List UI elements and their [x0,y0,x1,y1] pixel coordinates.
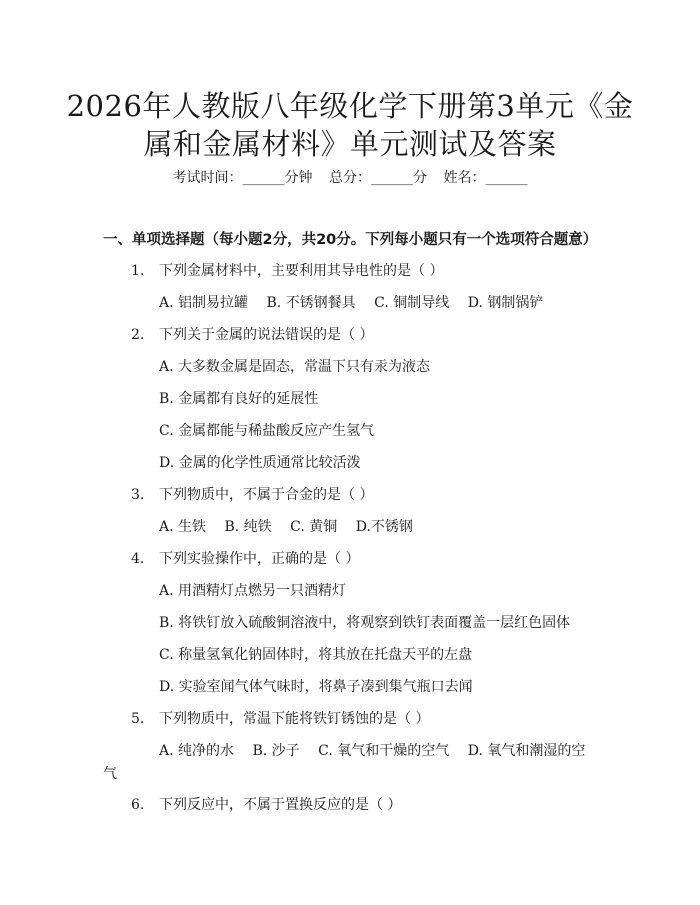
question-number: 4. [131,551,145,567]
option: A. 用酒精灯点燃另一只酒精灯 [159,583,347,599]
section-heading: 一、单项选择题（每小题2分，共20分。下列每小题只有一个选项符合题意） [103,232,598,248]
option: D. 实验室闻气体气味时，将鼻子凑到集气瓶口去闻 [159,679,473,695]
option: C. 铜制导线 [374,295,450,311]
option: A. 铝制易拉罐 [159,295,249,311]
option: D. 金属的化学性质通常比较活泼 [159,455,361,471]
option: C. 黄铜 [290,519,338,535]
page-title-line1: 2026年人教版八年级化学下册第3单元《金 [66,89,634,123]
page-title-line2: 属和金属材料》单元测试及答案 [143,127,557,161]
option: D. 钢制锅铲 [467,295,544,311]
question-3-options [159,517,427,537]
question-text: 下列金属材料中，主要利用其导电性的是（ ） [159,263,444,279]
option: D.不锈钢 [355,519,413,535]
question-1-options [159,293,557,313]
option: B. 不锈钢餐具 [266,295,356,311]
option: A. 生铁 [159,519,207,535]
exam-score: 总分：______分 [329,170,427,186]
option: C. 称量氢氧化钠固体时，将其放在托盘天平的左盘 [159,647,473,663]
option: C. 金属都能与稀盐酸反应产生氢气 [159,423,375,439]
exam-time: 考试时间：______分钟 [172,170,313,186]
question-number: 3. [131,487,145,503]
question-text: 下列物质中，不属于合金的是（ ） [159,487,374,503]
option: A. 大多数金属是固态，常温下只有汞为液态 [159,359,431,375]
question-number: 5. [131,711,145,727]
option: B. 纯铁 [224,519,272,535]
question-text: 下列物质中，常温下能将铁钉锈蚀的是（ ） [159,711,430,727]
option: B. 将铁钉放入硫酸铜溶液中，将观察到铁钉表面覆盖一层红色固体 [159,615,571,631]
question-number: 2. [131,327,145,343]
option: C. 氧气和干燥的空气 [318,743,450,759]
option-wrap: 气 [103,766,117,782]
exam-meta [0,168,700,188]
option: B. 沙子 [252,743,300,759]
option: B. 金属都有良好的延展性 [159,391,319,407]
option: A. 纯净的水 [159,743,235,759]
question-text: 下列实验操作中，正确的是（ ） [159,551,360,567]
question-number: 1. [131,263,145,279]
option: D. 氧气和潮湿的空 [467,743,586,759]
question-text: 下列关于金属的说法错误的是（ ） [159,327,374,343]
question-5-options [159,741,585,761]
exam-name: 姓名：______ [443,170,528,186]
question-text: 下列反应中，不属于置换反应的是（ ） [159,797,402,813]
question-number: 6. [131,797,145,813]
